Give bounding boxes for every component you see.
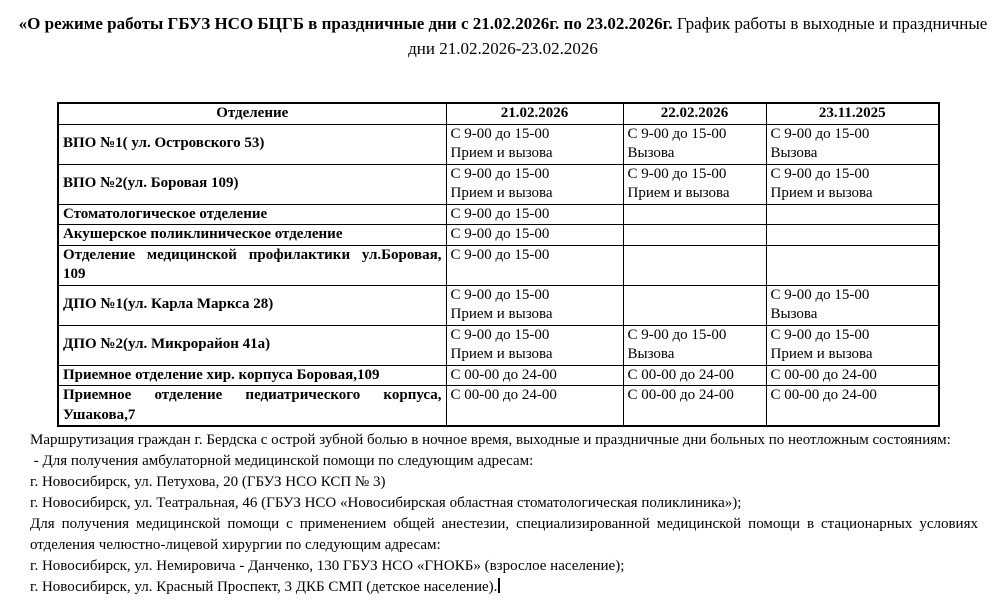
- schedule-cell: [766, 245, 939, 285]
- table-row: [58, 365, 939, 386]
- column-header: Отделение: [58, 103, 446, 124]
- schedule-cell: С 9-00 до 15-00 Прием и вызова: [446, 285, 623, 325]
- table-row: [58, 204, 939, 225]
- department-cell: Приемное отделение хир. корпуса Боровая,109: [58, 365, 446, 386]
- schedule-cell: С 00-00 до 24-00: [766, 365, 939, 386]
- department-cell: ДПО №2(ул. Микрорайон 41а): [58, 325, 446, 365]
- routing-paragraph: Маршрутизация граждан г. Бердска с острой зубной болью в ночное время, выходные и праздничные дни больных по неотложным состояниям:: [30, 432, 951, 448]
- table-row: [58, 245, 939, 285]
- schedule-cell: С 00-00 до 24-00: [446, 386, 623, 427]
- column-header: 23.11.2025: [766, 103, 939, 124]
- schedule-cell: С 9-00 до 15-00 Прием и вызова: [446, 325, 623, 365]
- routing-paragraph: г. Новосибирск, ул. Петухова, 20 (ГБУЗ НСО КСП № 3): [30, 474, 386, 490]
- department-cell: ДПО №1(ул. Карла Маркса 28): [58, 285, 446, 325]
- schedule-table: [57, 102, 940, 427]
- schedule-cell: С 9-00 до 15-00 Вызова: [623, 124, 766, 164]
- routing-notes: [30, 430, 978, 598]
- department-cell: Отделение медицинской профилактики ул.Боровая, 109: [58, 245, 446, 285]
- routing-paragraph: Для получения медицинской помощи с применением общей анестезии, специализированной медицинской помощи в стационарных условиях отделения челюстно-лицевой хирургии по следующим адресам:: [30, 516, 978, 553]
- schedule-cell: С 9-00 до 15-00 Вызова: [766, 285, 939, 325]
- table-row: [58, 124, 939, 164]
- schedule-cell: С 9-00 до 15-00 Прием и вызова: [446, 124, 623, 164]
- column-header: 22.02.2026: [623, 103, 766, 124]
- schedule-cell: С 9-00 до 15-00 Прием и вызова: [623, 164, 766, 204]
- table-row: [58, 386, 939, 427]
- routing-paragraph: г. Новосибирск, ул. Немировича - Данченко, 130 ГБУЗ НСО «ГНОКБ» (взрослое население);: [30, 558, 625, 574]
- table-row: [58, 164, 939, 204]
- schedule-cell: С 9-00 до 15-00: [446, 204, 623, 225]
- schedule-cell: С 00-00 до 24-00: [766, 386, 939, 427]
- table-row: [58, 285, 939, 325]
- schedule-cell: С 00-00 до 24-00: [623, 386, 766, 427]
- column-header: 21.02.2026: [446, 103, 623, 124]
- routing-paragraph: - Для получения амбулаторной медицинской помощи по следующим адресам:: [30, 453, 534, 469]
- schedule-cell: [623, 204, 766, 225]
- table-row: [58, 225, 939, 246]
- schedule-cell: С 00-00 до 24-00: [446, 365, 623, 386]
- department-cell: Акушерское поликлиническое отделение: [58, 225, 446, 246]
- title-regular-text: График работы в выходные и праздничные дни 21.02.2026-23.02.2026: [408, 14, 988, 58]
- schedule-cell: С 9-00 до 15-00 Прием и вызова: [766, 325, 939, 365]
- schedule-cell: С 9-00 до 15-00: [446, 225, 623, 246]
- schedule-cell: [766, 225, 939, 246]
- schedule-table-body: [58, 124, 939, 426]
- schedule-cell: [623, 285, 766, 325]
- schedule-cell: С 9-00 до 15-00 Вызова: [766, 124, 939, 164]
- table-row: [58, 325, 939, 365]
- routing-paragraph: г. Новосибирск, ул. Театральная, 46 (ГБУЗ НСО «Новосибирская областная стоматологическая поликлиника»);: [30, 495, 742, 511]
- department-cell: Стоматологическое отделение: [58, 204, 446, 225]
- schedule-cell: С 9-00 до 15-00 Вызова: [623, 325, 766, 365]
- document-title: [18, 11, 988, 61]
- department-cell: Приемное отделение педиатрического корпуса, Ушакова,7: [58, 386, 446, 427]
- schedule-cell: С 9-00 до 15-00 Прием и вызова: [446, 164, 623, 204]
- schedule-cell: С 00-00 до 24-00: [623, 365, 766, 386]
- department-cell: ВПО №2(ул. Боровая 109): [58, 164, 446, 204]
- schedule-cell: [623, 225, 766, 246]
- schedule-cell: [623, 245, 766, 285]
- routing-paragraph: г. Новосибирск, ул. Красный Проспект, 3 ДКБ СМП (детское население).: [30, 577, 978, 598]
- text-cursor: [498, 578, 500, 593]
- department-cell: ВПО №1( ул. Островского 53): [58, 124, 446, 164]
- title-bold-text: «О режиме работы ГБУЗ НСО БЦГБ в праздничные дни с 21.02.2026г. по 23.02.2026г.: [18, 14, 673, 33]
- table-header-row: [58, 103, 939, 124]
- schedule-cell: С 9-00 до 15-00 Прием и вызова: [766, 164, 939, 204]
- schedule-cell: [766, 204, 939, 225]
- schedule-cell: С 9-00 до 15-00: [446, 245, 623, 285]
